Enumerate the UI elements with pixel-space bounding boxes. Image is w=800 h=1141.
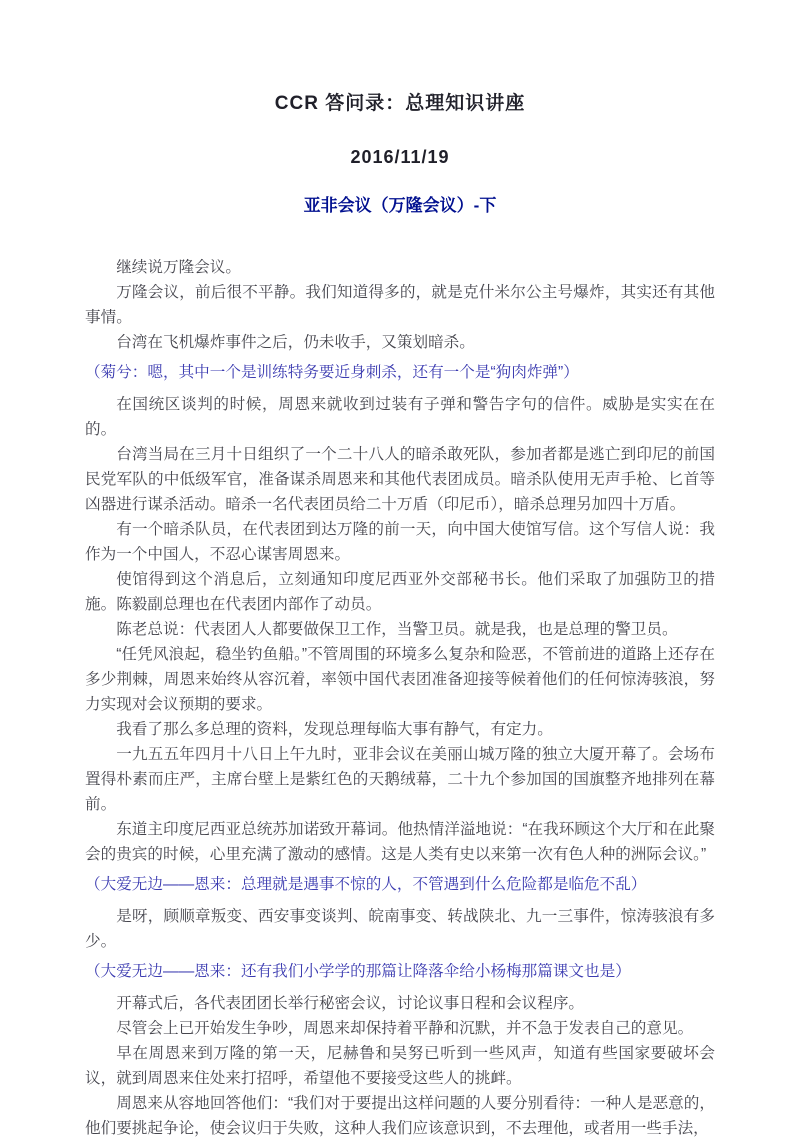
body-paragraph: 台湾当局在三月十日组织了一个二十八人的暗杀敢死队，参加者都是逃亡到印尼的前国民党军队的中低级军官，准备谋杀周恩来和其他代表团成员。暗杀队使用无声手枪、匕首等凶器进行谋杀活动。暗杀一名代表团员给二十万盾（印尼币），暗杀总理另加四十万盾。 [85,446,715,513]
body-paragraph: 周恩来从容地回答他们：“我们对于要提出这样问题的人要分别看待：一种人是恶意的，他们要挑起争论，使会议归于失败，这种人我们应该意识到，不去理他，或者用一些手法， [85,1095,715,1137]
body-paragraph: 一九五五年四月十八日上午九时，亚非会议在美丽山城万隆的独立大厦开幕了。会场布置得朴素而庄严，主席台壁上是紫红色的天鹅绒幕，二十九个参加国的国旗整齐地排列在幕前。 [85,746,715,813]
body-paragraph: 尽管会上已开始发生争吵，周恩来却保持着平静和沉默，并不急于发表自己的意见。 [116,1020,694,1037]
document-subtitle: 亚非会议（万隆会议）-下 [303,196,497,215]
body-paragraph: 陈老总说：代表团人人都要做保卫工作，当警卫员。就是我，也是总理的警卫员。 [116,621,678,638]
document-title: CCR 答问录：总理知识讲座 [274,93,526,114]
body-paragraph: 在国统区谈判的时候，周恩来就收到过装有子弹和警告字句的信件。威胁是实实在在的。 [85,396,715,438]
commentary-paragraph: （大爱无边——恩来：总理就是遇事不惊的人，不管遇到什么危险都是临危不乱） [85,876,647,893]
body-paragraph: 早在周恩来到万隆的第一天，尼赫鲁和吴努已听到一些风声，知道有些国家要破坏会议，就到周恩来住处来打招呼，希望他不要接受这些人的挑衅。 [85,1045,715,1087]
body-paragraph: 是呀，顾顺章叛变、西安事变谈判、皖南事变、转战陕北、九一三事件，惊涛骇浪有多少。 [85,908,715,950]
body-paragraph: 开幕式后，各代表团团长举行秘密会议，讨论议事日程和会议程序。 [116,995,585,1012]
body-paragraph: 万隆会议，前后很不平静。我们知道得多的，就是克什米尔公主号爆炸，其实还有其他事情。 [85,284,715,326]
body-paragraph: 我看了那么多总理的资料，发现总理每临大事有静气，有定力。 [116,721,553,738]
body-paragraph: “任凭风浪起，稳坐钓鱼船。”不管周围的环境多么复杂和险恶，不管前进的道路上还存在多少荆棘，周恩来始终从容沉着，率领中国代表团准备迎接等候着他们的任何惊涛骇浪，努力实现对会议预期的要求。 [85,646,715,713]
body-paragraph: 台湾在飞机爆炸事件之后，仍未收手，又策划暗杀。 [116,334,475,351]
document-date: 2016/11/19 [350,147,450,167]
body-paragraph: 有一个暗杀队员，在代表团到达万隆的前一天，向中国大使馆写信。这个写信人说：我作为一个中国人，不忍心谋害周恩来。 [85,521,715,563]
body-paragraph: 继续说万隆会议。 [116,259,241,276]
body-paragraph: 使馆得到这个消息后，立刻通知印度尼西亚外交部秘书长。他们采取了加强防卫的措施。陈毅副总理也在代表团内部作了动员。 [85,571,715,613]
document-body [85,255,715,1141]
commentary-paragraph: （大爱无边——恩来：还有我们小学学的那篇让降落伞给小杨梅那篇课文也是） [85,963,631,980]
body-paragraph: 东道主印度尼西亚总统苏加诺致开幕词。他热情洋溢地说：“在我环顾这个大厅和在此聚会的贵宾的时候，心里充满了激动的感情。这是人类有史以来第一次有色人种的洲际会议。” [85,821,715,863]
commentary-paragraph: （菊兮：嗯，其中一个是训练特务要近身刺杀，还有一个是“狗肉炸弹”） [85,364,579,381]
